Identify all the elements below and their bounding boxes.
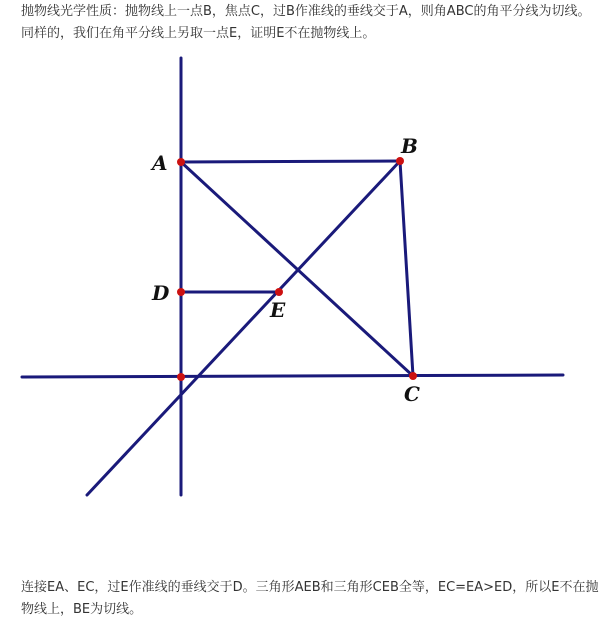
label-c: C	[404, 382, 420, 406]
point-c	[409, 372, 417, 380]
conclusion-paragraph: 连接EA、EC，过E作准线的垂线交于D。三角形AEB和三角形CEB全等，EC=EA>ED，所以E不在抛物线上，BE为切线。	[21, 580, 599, 617]
intro-paragraph: 抛物线光学性质：抛物线上一点B，焦点C，过B作准线的垂线交于A，则角ABC的角平分线为切线。同样的，我们在角平分线上另取一点E，证明E不在抛物线上。	[21, 4, 591, 41]
point-e	[275, 288, 283, 296]
label-d: D	[152, 281, 170, 305]
point-origin	[177, 373, 185, 381]
segment-bc	[400, 161, 413, 376]
segment-ab	[181, 161, 400, 162]
label-a: A	[152, 151, 168, 175]
point-b	[396, 157, 404, 165]
label-b: B	[401, 134, 418, 158]
label-e: E	[270, 298, 286, 322]
point-d	[177, 288, 185, 296]
horizontal-axis-line	[22, 375, 563, 377]
bisector-line	[87, 161, 400, 495]
point-a	[177, 158, 185, 166]
